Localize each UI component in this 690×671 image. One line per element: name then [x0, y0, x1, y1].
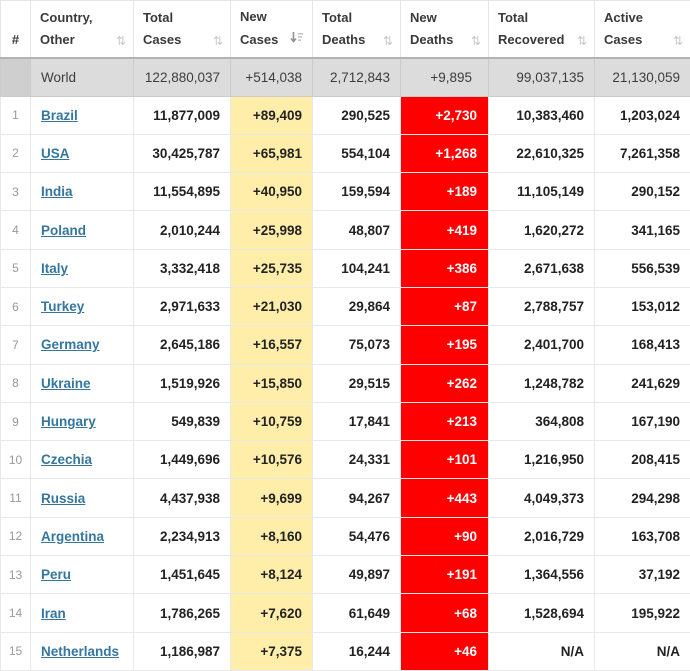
total-recovered-cell: 1,216,950	[489, 441, 595, 479]
new-deaths-cell: +189	[401, 173, 489, 211]
new-cases-cell: +8,160	[231, 517, 313, 555]
active-cases-cell: 556,539	[595, 249, 690, 287]
table-row	[1, 364, 690, 402]
active-cases-header-line1: Active	[604, 10, 682, 25]
row-rank: 13	[1, 556, 31, 594]
country-link[interactable]: Germany	[41, 337, 100, 352]
col-header-active-cases[interactable]	[595, 1, 690, 59]
table-row	[1, 211, 690, 249]
new-deaths-cell: +87	[401, 287, 489, 325]
new-deaths-cell: +213	[401, 402, 489, 440]
total-cases-cell: 2,234,913	[134, 517, 231, 555]
world-summary-row	[1, 58, 690, 96]
country-link[interactable]: Turkey	[41, 299, 84, 314]
new-deaths-cell: +419	[401, 211, 489, 249]
col-header-new-deaths[interactable]	[401, 1, 489, 59]
total-deaths-cell: 49,897	[313, 556, 401, 594]
total-deaths-cell: 159,594	[313, 173, 401, 211]
total-cases-cell: 1,786,265	[134, 594, 231, 632]
country-link[interactable]: Argentina	[41, 529, 104, 544]
total-recovered-cell: 11,105,149	[489, 173, 595, 211]
world-total-cases: 122,880,037	[134, 58, 231, 96]
country-cell	[31, 326, 134, 364]
new-deaths-cell: +101	[401, 441, 489, 479]
total-cases-cell: 3,332,418	[134, 249, 231, 287]
country-link[interactable]: Hungary	[41, 414, 96, 429]
new-cases-cell: +65,981	[231, 134, 313, 172]
total-deaths-header-line2: Deaths	[322, 32, 365, 47]
col-header-new-cases[interactable]	[231, 1, 313, 59]
total-deaths-cell: 54,476	[313, 517, 401, 555]
total-recovered-cell: 1,248,782	[489, 364, 595, 402]
country-link[interactable]: Italy	[41, 261, 68, 276]
new-cases-cell: +7,620	[231, 594, 313, 632]
country-link[interactable]: Brazil	[41, 108, 78, 123]
country-header-line2: Other	[40, 32, 75, 47]
country-link[interactable]: Russia	[41, 491, 85, 506]
new-cases-cell: +15,850	[231, 364, 313, 402]
new-cases-cell: +10,759	[231, 402, 313, 440]
row-rank: 14	[1, 594, 31, 632]
row-rank: 15	[1, 632, 31, 670]
country-header-line1: Country,	[40, 10, 125, 25]
country-link[interactable]: Peru	[41, 567, 71, 582]
new-cases-cell: +25,735	[231, 249, 313, 287]
country-cell	[31, 173, 134, 211]
total-deaths-cell: 16,244	[313, 632, 401, 670]
active-cases-cell: 168,413	[595, 326, 690, 364]
table-body	[1, 58, 690, 670]
new-deaths-cell: +90	[401, 517, 489, 555]
row-rank: 12	[1, 517, 31, 555]
new-cases-cell: +89,409	[231, 96, 313, 134]
new-deaths-header-line1: New	[410, 10, 480, 25]
total-recovered-cell: 2,016,729	[489, 517, 595, 555]
country-link[interactable]: Czechia	[41, 452, 92, 467]
total-recovered-cell: 4,049,373	[489, 479, 595, 517]
table-row	[1, 517, 690, 555]
total-cases-cell: 4,437,938	[134, 479, 231, 517]
sort-desc-icon[interactable]	[290, 31, 304, 47]
new-cases-cell: +40,950	[231, 173, 313, 211]
new-deaths-cell: +262	[401, 364, 489, 402]
country-cell	[31, 556, 134, 594]
new-cases-cell: +8,124	[231, 556, 313, 594]
total-cases-header-line2: Cases	[143, 32, 181, 47]
total-deaths-cell: 17,841	[313, 402, 401, 440]
total-recovered-cell: 2,401,700	[489, 326, 595, 364]
total-recovered-cell: 22,610,325	[489, 134, 595, 172]
new-deaths-cell: +191	[401, 556, 489, 594]
country-cell	[31, 517, 134, 555]
new-deaths-cell: +1,268	[401, 134, 489, 172]
col-header-total-recovered[interactable]	[489, 1, 595, 59]
total-cases-cell: 2,010,244	[134, 211, 231, 249]
total-deaths-cell: 48,807	[313, 211, 401, 249]
active-cases-cell: 153,012	[595, 287, 690, 325]
sort-toggle-icon[interactable]: ⇅	[213, 35, 222, 47]
total-cases-cell: 1,451,645	[134, 556, 231, 594]
country-link[interactable]: Iran	[41, 606, 66, 621]
total-deaths-cell: 61,649	[313, 594, 401, 632]
row-rank: 1	[1, 96, 31, 134]
table-row	[1, 173, 690, 211]
country-link[interactable]: Poland	[41, 223, 86, 238]
active-cases-cell: 167,190	[595, 402, 690, 440]
country-cell	[31, 211, 134, 249]
total-recovered-cell: 2,671,638	[489, 249, 595, 287]
sort-toggle-icon[interactable]: ⇅	[673, 35, 682, 47]
active-cases-cell: 208,415	[595, 441, 690, 479]
country-cell	[31, 287, 134, 325]
total-deaths-cell: 104,241	[313, 249, 401, 287]
new-deaths-cell: +2,730	[401, 96, 489, 134]
country-cell	[31, 96, 134, 134]
total-cases-cell: 11,554,895	[134, 173, 231, 211]
row-rank: 3	[1, 173, 31, 211]
total-deaths-cell: 29,515	[313, 364, 401, 402]
total-recovered-cell: 10,383,460	[489, 96, 595, 134]
total-recovered-cell: 1,528,694	[489, 594, 595, 632]
country-cell	[31, 134, 134, 172]
table-row	[1, 287, 690, 325]
table-header	[1, 1, 690, 59]
sort-toggle-icon[interactable]: ⇅	[471, 35, 480, 47]
country-link[interactable]: India	[41, 184, 73, 199]
new-deaths-header-line2: Deaths	[410, 32, 453, 47]
country-link[interactable]: Ukraine	[41, 376, 91, 391]
total-cases-cell: 2,971,633	[134, 287, 231, 325]
col-header-total-cases[interactable]	[134, 1, 231, 59]
row-rank: 6	[1, 287, 31, 325]
col-header-country[interactable]	[31, 1, 134, 59]
total-cases-cell: 2,645,186	[134, 326, 231, 364]
table-row	[1, 326, 690, 364]
active-cases-cell: 1,203,024	[595, 96, 690, 134]
world-new-deaths: +9,895	[401, 58, 489, 96]
new-cases-header-line1: New	[240, 9, 304, 24]
new-deaths-cell: +46	[401, 632, 489, 670]
new-cases-cell: +7,375	[231, 632, 313, 670]
world-active-cases: 21,130,059	[595, 58, 690, 96]
new-cases-cell: +16,557	[231, 326, 313, 364]
country-cell	[31, 441, 134, 479]
total-cases-cell: 549,839	[134, 402, 231, 440]
total-recovered-cell: 364,808	[489, 402, 595, 440]
country-cell	[31, 364, 134, 402]
table-row	[1, 249, 690, 287]
row-rank: 2	[1, 134, 31, 172]
total-recovered-header-line2: Recovered	[498, 32, 564, 47]
total-recovered-cell: 1,620,272	[489, 211, 595, 249]
new-deaths-cell: +195	[401, 326, 489, 364]
country-cell	[31, 249, 134, 287]
active-cases-header-line2: Cases	[604, 32, 642, 47]
total-cases-cell: 30,425,787	[134, 134, 231, 172]
total-deaths-cell: 24,331	[313, 441, 401, 479]
total-deaths-cell: 554,104	[313, 134, 401, 172]
new-cases-cell: +10,576	[231, 441, 313, 479]
total-cases-cell: 1,449,696	[134, 441, 231, 479]
header-row	[1, 1, 690, 59]
world-new-cases: +514,038	[231, 58, 313, 96]
rank-header-label: #	[12, 32, 19, 47]
total-deaths-cell: 29,864	[313, 287, 401, 325]
table-row	[1, 632, 690, 670]
active-cases-cell: 341,165	[595, 211, 690, 249]
world-rank-cell	[1, 58, 31, 96]
total-cases-cell: 1,186,987	[134, 632, 231, 670]
total-deaths-cell: 94,267	[313, 479, 401, 517]
total-cases-header-line1: Total	[143, 10, 222, 25]
world-name-cell: World	[31, 58, 134, 96]
total-deaths-cell: 75,073	[313, 326, 401, 364]
total-recovered-cell: 2,788,757	[489, 287, 595, 325]
active-cases-cell: 290,152	[595, 173, 690, 211]
table-row	[1, 441, 690, 479]
col-header-rank[interactable]	[1, 1, 31, 59]
active-cases-cell: 7,261,358	[595, 134, 690, 172]
world-total-recovered: 99,037,135	[489, 58, 595, 96]
total-deaths-header-line1: Total	[322, 10, 392, 25]
sort-toggle-icon[interactable]: ⇅	[577, 35, 586, 47]
table-row	[1, 134, 690, 172]
new-cases-cell: +9,699	[231, 479, 313, 517]
new-deaths-cell: +443	[401, 479, 489, 517]
new-deaths-cell: +386	[401, 249, 489, 287]
active-cases-cell: 241,629	[595, 364, 690, 402]
country-link[interactable]: Netherlands	[41, 644, 119, 659]
row-rank: 8	[1, 364, 31, 402]
active-cases-cell: N/A	[595, 632, 690, 670]
active-cases-cell: 195,922	[595, 594, 690, 632]
row-rank: 9	[1, 402, 31, 440]
total-recovered-cell: 1,364,556	[489, 556, 595, 594]
country-link[interactable]: USA	[41, 146, 70, 161]
row-rank: 11	[1, 479, 31, 517]
col-header-total-deaths[interactable]	[313, 1, 401, 59]
total-cases-cell: 1,519,926	[134, 364, 231, 402]
new-deaths-cell: +68	[401, 594, 489, 632]
country-cell	[31, 402, 134, 440]
row-rank: 10	[1, 441, 31, 479]
total-recovered-cell: N/A	[489, 632, 595, 670]
table-row	[1, 402, 690, 440]
table-row	[1, 594, 690, 632]
active-cases-cell: 294,298	[595, 479, 690, 517]
new-cases-cell: +21,030	[231, 287, 313, 325]
active-cases-cell: 163,708	[595, 517, 690, 555]
world-total-deaths: 2,712,843	[313, 58, 401, 96]
new-cases-cell: +25,998	[231, 211, 313, 249]
total-recovered-header-line1: Total	[498, 10, 586, 25]
table-row	[1, 479, 690, 517]
country-cell	[31, 479, 134, 517]
total-cases-cell: 11,877,009	[134, 96, 231, 134]
new-cases-header-line2: Cases	[240, 32, 278, 47]
country-cell	[31, 632, 134, 670]
country-cell	[31, 594, 134, 632]
table-row	[1, 96, 690, 134]
sort-toggle-icon[interactable]: ⇅	[116, 35, 125, 47]
active-cases-cell: 37,192	[595, 556, 690, 594]
total-deaths-cell: 290,525	[313, 96, 401, 134]
row-rank: 7	[1, 326, 31, 364]
row-rank: 4	[1, 211, 31, 249]
sort-toggle-icon[interactable]: ⇅	[383, 35, 392, 47]
row-rank: 5	[1, 249, 31, 287]
table-row	[1, 556, 690, 594]
